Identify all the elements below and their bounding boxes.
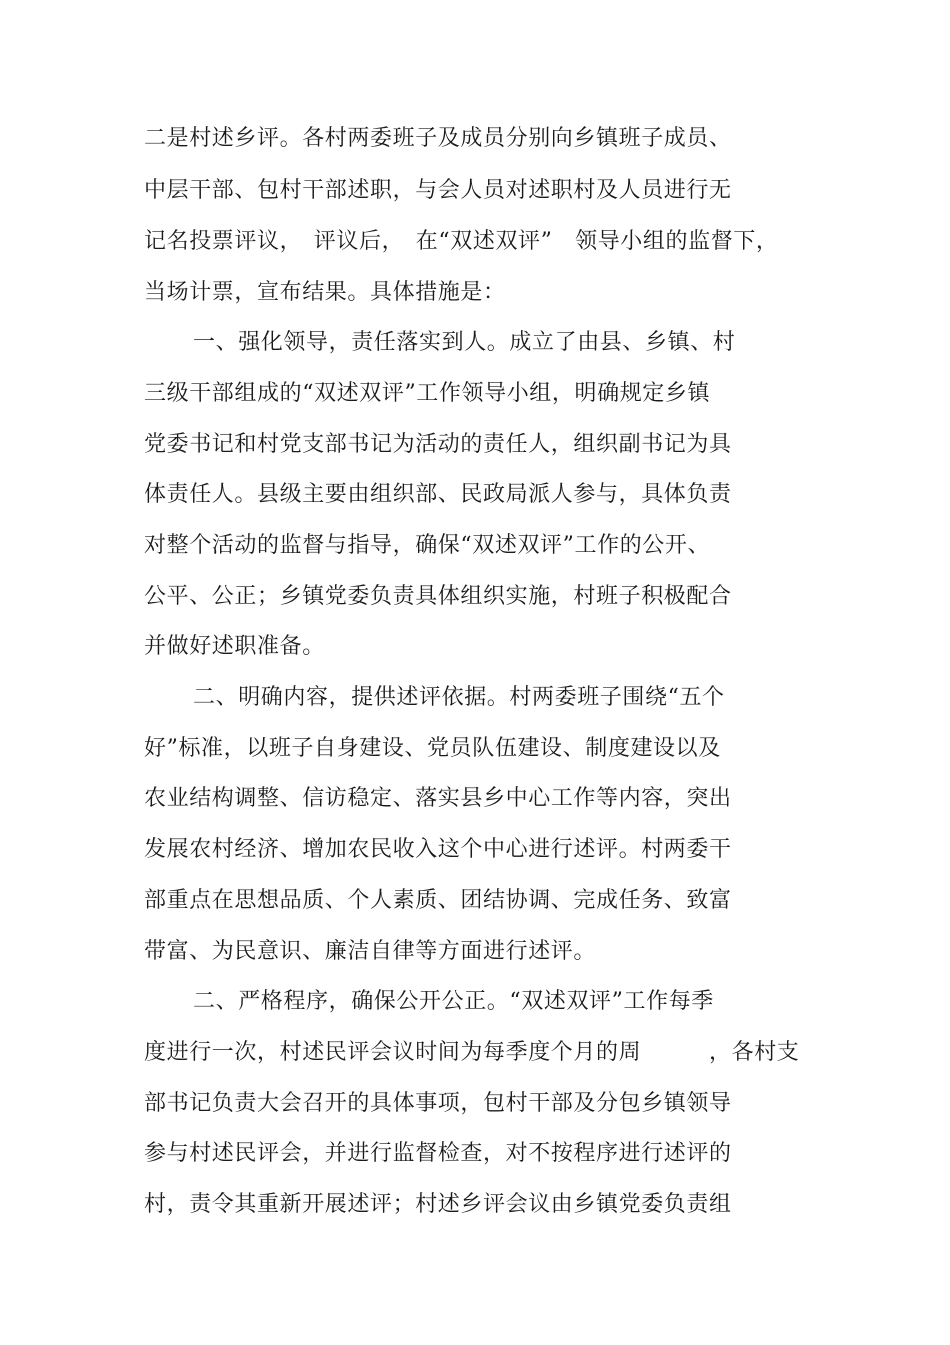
paragraph-line: 二、严格程序，确保公开公正。“双述双评”工作每季 [193,989,714,1014]
paragraph-line: 参与村述民评会，并进行监督检查，对不按程序进行述评的 [144,1141,732,1166]
paragraph-line: 记名投票评议， 评议后， 在“双述双评” 领导小组的监督下， [144,229,779,254]
paragraph-line: 三级干部组成的“双述双评”工作领导小组，明确规定乡镇 [144,381,711,406]
paragraph-line: 带富、为民意识、廉洁自律等方面进行述评。 [144,939,597,964]
paragraph-line: 并做好述职准备。 [144,634,325,659]
paragraph-line: 部书记负责大会召开的具体事项，包村干部及分包乡镇领导 [144,1091,732,1116]
paragraph-line: 二、明确内容，提供述评依据。村两委班子围绕“五个 [193,685,725,710]
paragraph-line: 部重点在思想品质、个人素质、团结协调、完成任务、致富 [144,888,732,913]
paragraph-line: 党委书记和村党支部书记为活动的责任人，组织副书记为具 [144,432,732,457]
paragraph-line: 好”标准，以班子自身建设、党员队伍建设、制度建设以及 [144,736,721,761]
paragraph-line: 一、强化领导，责任落实到人。成立了由县、乡镇、村 [193,330,736,355]
paragraph-line: 体责任人。县级主要由组织部、民政局派人参与，具体负责 [144,482,732,507]
paragraph-line: 对整个活动的监督与指导，确保“双述双评”工作的公开、 [144,533,711,558]
paragraph-line: 公平、公正；乡镇党委负责具体组织实施，村班子积极配合 [144,584,732,609]
paragraph-line: 中层干部、包村干部述职，与会人员对述职村及人员进行无 [144,178,732,203]
paragraph-line: 二是村述乡评。各村两委班子及成员分别向乡镇班子成员、 [144,126,732,151]
paragraph-line: 农业结构调整、信访稳定、落实县乡中心工作等内容，突出 [144,786,732,811]
paragraph-line: 当场计票，宣布结果。具体措施是： [144,280,506,305]
paragraph-line: 发展农村经济、增加农民收入这个中心进行述评。村两委干 [144,837,732,862]
paragraph-line: 村，责令其重新开展述评；村述乡评会议由乡镇党委负责组 [144,1192,732,1217]
paragraph-line: 度进行一次，村述民评会议时间为每季度个月的周 ，各村支 [144,1040,800,1065]
